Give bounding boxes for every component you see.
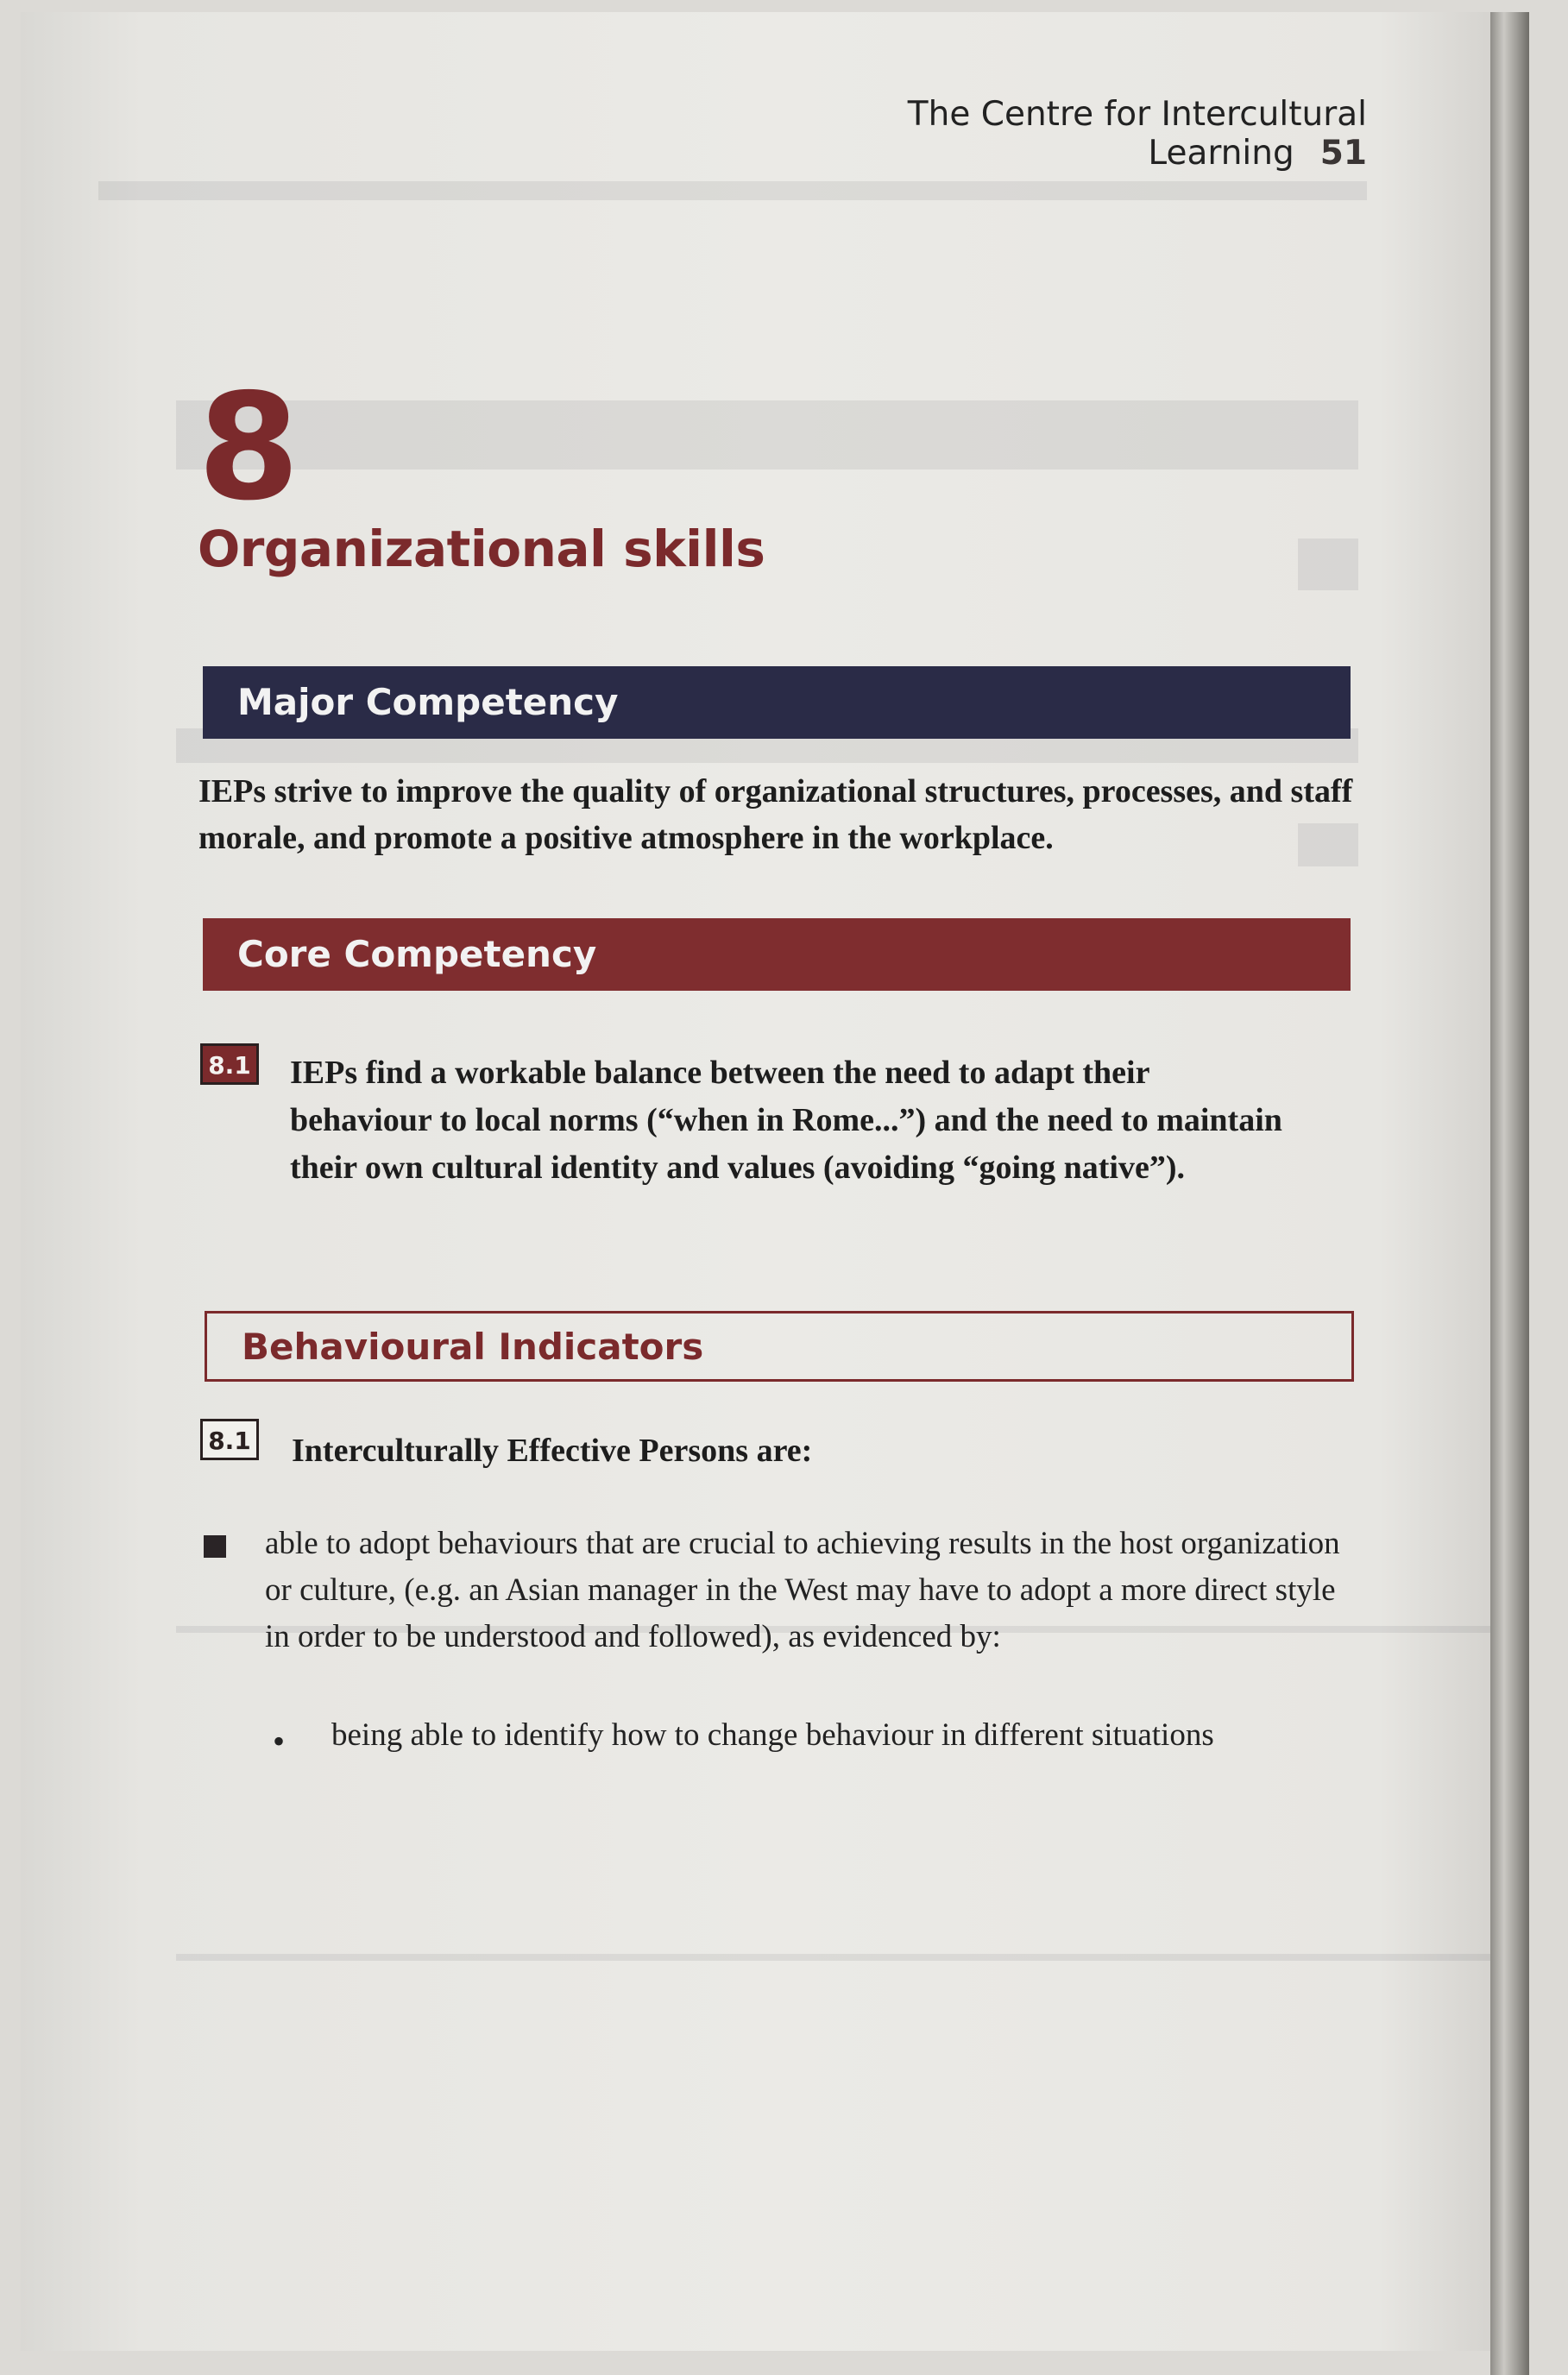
chapter-title: Organizational skills (198, 520, 765, 578)
running-head (685, 95, 1367, 173)
show-through-box (1298, 539, 1358, 590)
book-spine (1490, 12, 1529, 2375)
major-competency-text: IEPs strive to improve the quality of organizational structures, processes, and staff morale, and promote a positive atmosphere in the workplace. (198, 773, 1353, 856)
sub-list-item: being able to identify how to change behaviour in different situations (331, 1717, 1214, 1753)
list-item: able to adopt behaviours that are crucial to achieving results in the host organization or culture, (e.g. an Asian manager in the West may have to adopt a more direct style in order to be understood and followed), as evidenced by: (265, 1526, 1340, 1654)
book-page (21, 12, 1529, 2351)
core-competency-heading: Core Competency (203, 918, 1351, 991)
square-bullet-icon (204, 1535, 226, 1558)
round-bullet-icon: • (273, 1722, 286, 1761)
major-competency-heading: Major Competency (203, 666, 1351, 739)
behavioural-indicators-tag: 8.1 (200, 1419, 259, 1460)
behavioural-indicators-heading: Behavioural Indicators (205, 1311, 1354, 1382)
behavioural-indicators-intro: Interculturally Effective Persons are: (292, 1433, 813, 1469)
show-through-band (176, 400, 1358, 469)
running-head-title: The Centre for Intercultural Learning (907, 95, 1367, 173)
show-through-band (98, 181, 1367, 200)
core-competency-tag: 8.1 (200, 1043, 259, 1085)
show-through-band (176, 1954, 1522, 1961)
chapter-number: 8 (198, 362, 300, 533)
core-competency-text: IEPs find a workable balance between the need to adapt their behaviour to local norms (“when in Rome...”) and the need to maintain their own cultural identity and values (avoiding “going native”). (290, 1055, 1282, 1186)
page-number: 51 (1319, 134, 1367, 173)
